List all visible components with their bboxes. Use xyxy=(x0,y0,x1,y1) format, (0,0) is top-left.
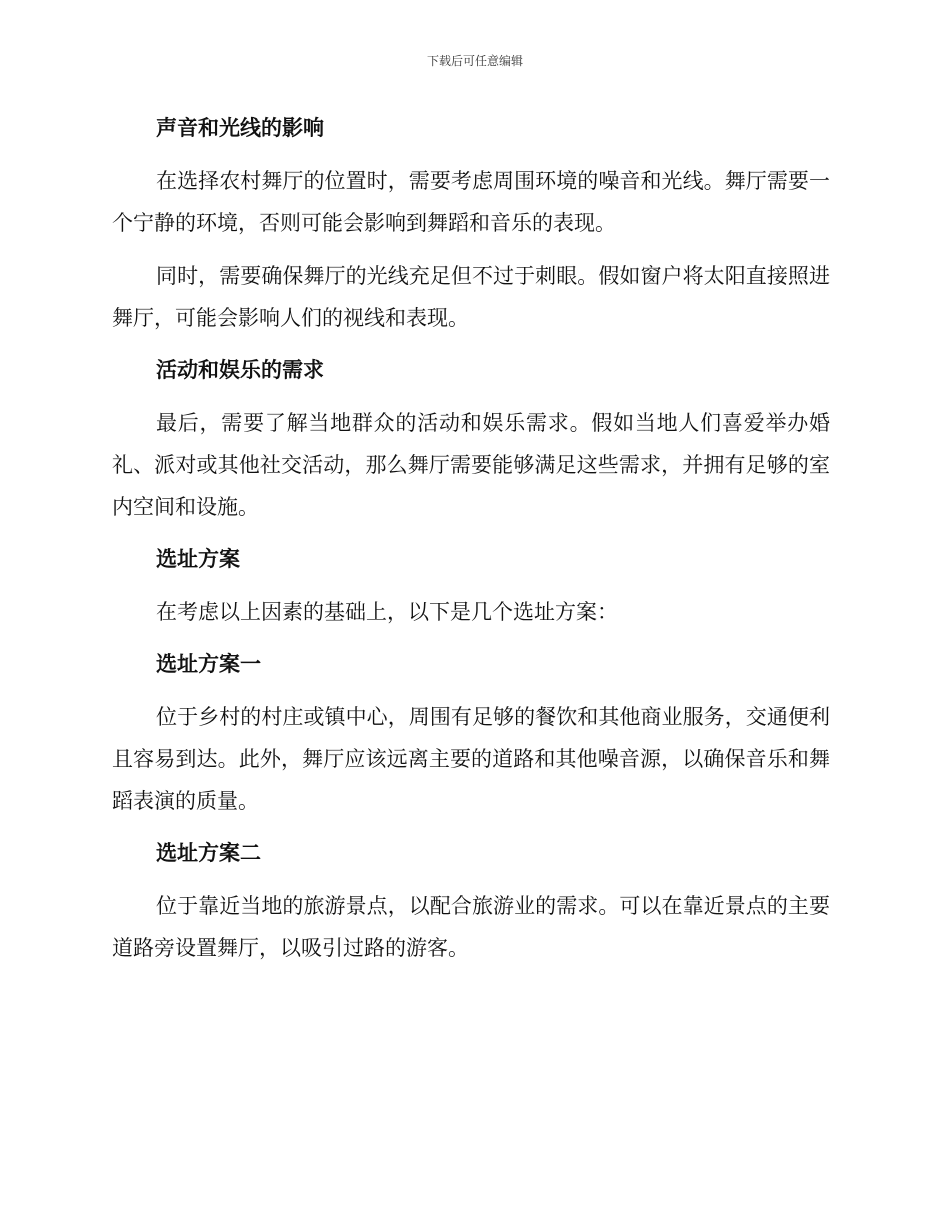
header-note: 下载后可任意编辑 xyxy=(426,54,523,68)
document-body xyxy=(112,108,830,969)
section-heading-plan-two: 选址方案二 xyxy=(156,841,261,865)
paragraph-plan-two: 位于靠近当地的旅游景点，以配合旅游业的需求。可以在靠近景点的主要道路旁设置舞厅，以吸引过路的游客。 xyxy=(112,894,830,960)
paragraph-site-plans: 在考虑以上因素的基础上，以下是几个选址方案： xyxy=(156,600,618,624)
paragraph-activity-needs: 最后，需要了解当地群众的活动和娱乐需求。假如当地人们喜爱举办婚礼、派对或其他社交活动，那么舞厅需要能够满足这些需求，并拥有足够的室内空间和设施。 xyxy=(112,411,830,519)
paragraph-plan-one: 位于乡村的村庄或镇中心，周围有足够的餐饮和其他商业服务，交通便利且容易到达。此外，舞厅应该远离主要的道路和其他噪音源，以确保音乐和舞蹈表演的质量。 xyxy=(112,705,830,813)
paragraph-sound-light-2: 同时，需要确保舞厅的光线充足但不过于刺眼。假如窗户将太阳直接照进舞厅，可能会影响人们的视线和表现。 xyxy=(112,264,830,330)
section-heading-sound-light: 声音和光线的影响 xyxy=(156,116,324,140)
section-heading-site-plans: 选址方案 xyxy=(156,547,240,571)
section-heading-plan-one: 选址方案一 xyxy=(156,652,261,676)
paragraph-sound-light-1: 在选择农村舞厅的位置时，需要考虑周围环境的噪音和光线。舞厅需要一个宁静的环境，否则可能会影响到舞蹈和音乐的表现。 xyxy=(112,169,830,235)
section-heading-activity-needs: 活动和娱乐的需求 xyxy=(156,358,324,382)
